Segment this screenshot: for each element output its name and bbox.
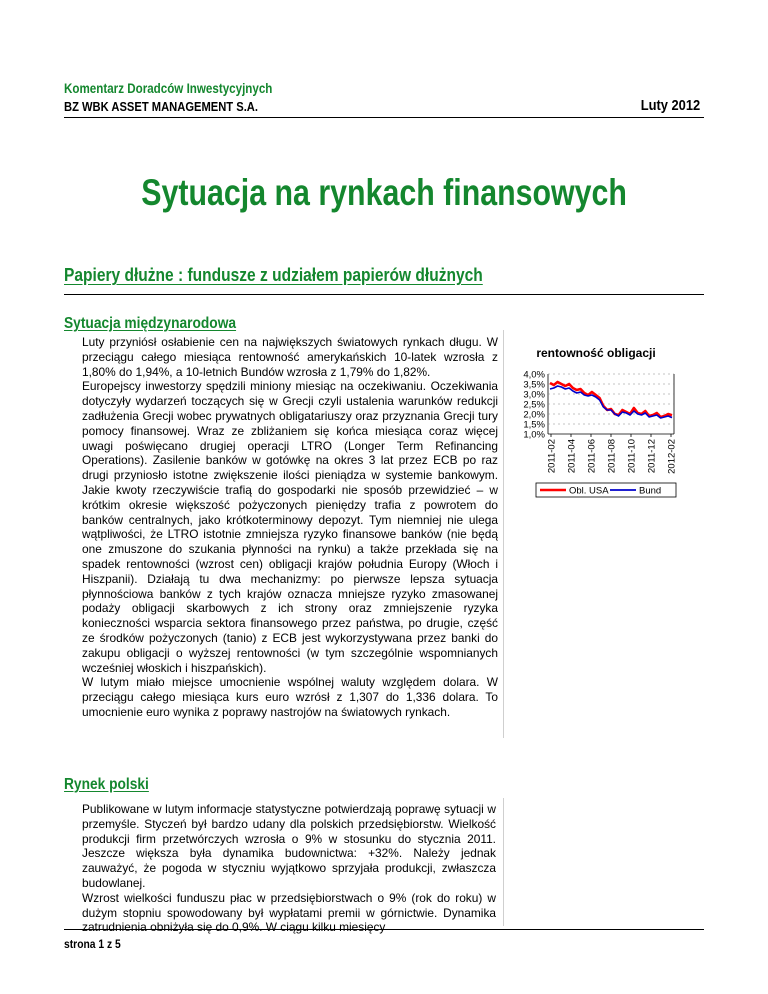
paragraph: Europejscy inwestorzy spędzili miniony miesiąc na oczekiwaniu. Oczekiwania dotyczyły wydarzeń toczących się w Grecji czyli ustalenia warunków redukcji zadłużenia Grecji wobec prywatnych obligatariuszy oraz przyznania Grecji tury pomocy finansowej. Wraz ze zbliżaniem się końca miesiąca coraz więcej uwagi poświęcano drugiej operacji LTRO (Longer Term Refinancing Operations). Zasilenie banków w gotówkę na okres 3 lat przez ECB po raz drugi przyniosło istotne zwiększenie ilości pieniądza w systemie bankowym. Jakie kwoty rzeczywiście trafią do gospodarki nie sposób przewidzieć – w krótkim okresie większość pożyczonych pieniędzy trafia z powrotem do banków centralnych, jako krótkoterminowy depozyt. Tym niemniej nie ulega wątpliwości, że LTRO istotnie zmniejsza ryzyko finansowe banków (nie będą one zmuszone do szukania płynności na rynku) a także przekłada się na spadek rentowności (wzrost cen) obligacji krajów południa Europy (Włoch i Hiszpanii). Działają tu dwa mechanizmy: po pierwsze lepsza sytuacja płynnościowa banków z tych krajów oznacza mniejsze ryzyko zmasowanej podaży obligacji skarbowych z ich strony oraz zmniejszenie ryzyka konieczności wsparcia sektora finansowego przez państwa, po drugie, część ze środków pożyczonych (tanio) z ECB jest wykorzystywana przez banki do zakupu obligacji o wyższej rentowności (w tym szczególnie wspomnianych wcześniej włoskich i hiszpańskich). bbox=[82, 379, 498, 675]
bond-yield-chart bbox=[514, 340, 680, 500]
section-title: Papiery dłużne : fundusze z udziałem papierów dłużnych bbox=[64, 264, 483, 285]
chart-y-tick-label: 3,0% bbox=[523, 389, 545, 401]
chart-x-tick-label: 2011-10 bbox=[626, 439, 638, 474]
header-kicker: Komentarz Doradców Inwestycyjnych bbox=[64, 81, 273, 96]
paragraph: Publikowane w lutym informacje statystyczne potwierdzają poprawę sytuacji w przemyśle. Styczeń był bardzo udany dla polskich przedsiębiorstw. Wielkość produkcji firm przetwórczych wzrosła o 9% w stosunku do stycznia 2011. Jeszcze większa była dynamika budownictwa: +32%. Należy jednak zauważyć, że pogoda w styczniu wyjątkowo sprzyjała produkcji, zwłaszcza budowlanej. bbox=[82, 802, 496, 890]
chart-legend-label: Bund bbox=[639, 485, 662, 497]
paragraph: Luty przyniósł osłabienie cen na największych światowych rynkach długu. W przeciągu całego miesiąca rentowność amerykańskich 10-latek wzrosła z 1,80% do 1,94%, a 10-letnich Bundów wzrosła z 1,79% do 1,82%. bbox=[82, 335, 498, 379]
chart-lines bbox=[550, 382, 672, 418]
chart-grid bbox=[548, 374, 674, 434]
chart-legend-label: Obl. USA bbox=[569, 485, 609, 497]
chart-svg bbox=[514, 340, 680, 500]
chart-x-tick-label: 2011-12 bbox=[646, 439, 658, 474]
paragraph: Wzrost wielkości funduszu płac w przedsiębiorstwach o 9% (rok do roku) w dużym stopniu spowodowany był wypłatami premii w górnictwie. Dynamika zatrudnienia obniżyła się do 0,9%. W ciągu kilku miesięcy bbox=[82, 890, 496, 935]
chart-x-tick-label: 2011-06 bbox=[586, 439, 598, 474]
chart-y-tick-label: 3,5% bbox=[523, 379, 545, 391]
header-company: BZ WBK ASSET MANAGEMENT S.A. bbox=[64, 99, 258, 114]
chart-legend bbox=[536, 483, 676, 497]
chart-x-tick-label: 2012-02 bbox=[666, 439, 678, 474]
chart-y-tick-label: 2,0% bbox=[523, 409, 545, 421]
chart-x-tick-label: 2011-08 bbox=[606, 439, 618, 474]
poland-text bbox=[82, 802, 496, 935]
subheading-international: Sytuacja międzynarodowa bbox=[64, 315, 237, 332]
chart-y-tick-label: 1,5% bbox=[523, 419, 545, 431]
chart-x-tick-label: 2011-02 bbox=[546, 439, 558, 474]
chart-series-line-usa bbox=[550, 382, 672, 417]
footer-rule bbox=[64, 929, 704, 930]
page-title bbox=[0, 172, 768, 214]
column-divider bbox=[503, 798, 504, 926]
chart-x-ticks bbox=[547, 434, 678, 474]
chart-title: rentowność obligacji bbox=[536, 346, 656, 360]
paragraph: W lutym miało miejsce umocnienie wspólnej waluty względem dolara. W przeciągu całego miesiąca kurs euro wzrósł z 1,307 do 1,336 dolara. To umocnienie euro wynika z poprawy nastrojów na światowych rynkach. bbox=[82, 675, 498, 719]
column-divider bbox=[503, 330, 504, 738]
chart-y-tick-label: 1,0% bbox=[523, 429, 545, 441]
chart-x-tick-label: 2011-04 bbox=[566, 439, 578, 474]
subheading-poland: Rynek polski bbox=[64, 776, 149, 793]
chart-y-tick-label: 2,5% bbox=[523, 399, 545, 411]
chart-y-ticks bbox=[523, 370, 545, 441]
chart-y-tick-label: 4,0% bbox=[523, 369, 545, 381]
header-date: Luty 2012 bbox=[640, 97, 700, 114]
section-rule bbox=[64, 294, 704, 295]
international-text bbox=[82, 335, 498, 720]
header-rule bbox=[64, 117, 704, 118]
page-title-text: Sytuacja na rynkach finansowych bbox=[141, 172, 627, 213]
page-number: strona 1 z 5 bbox=[64, 937, 121, 951]
